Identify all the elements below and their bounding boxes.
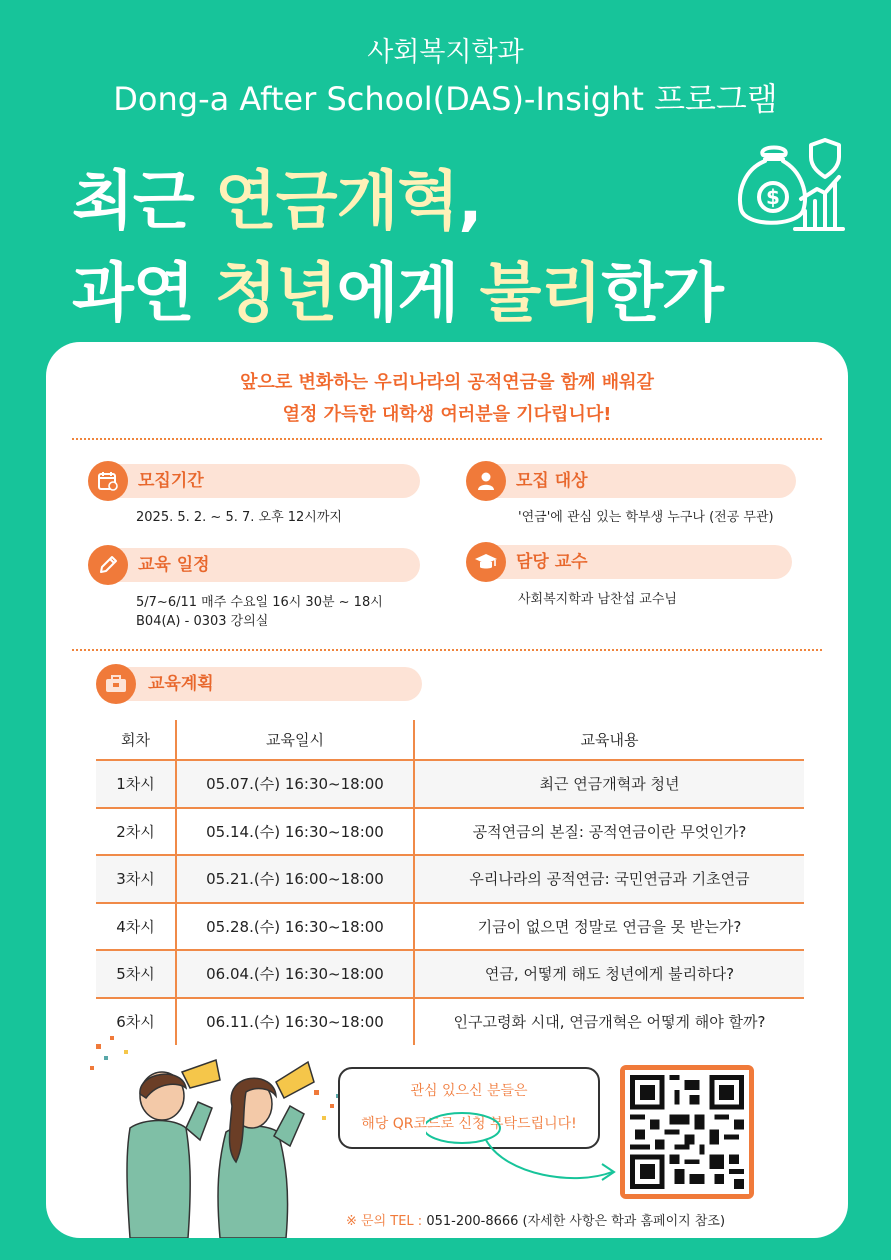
schedule-value-2: B04(A) - 0303 강의실 xyxy=(136,614,269,629)
headline-line-1 xyxy=(72,150,482,242)
divider xyxy=(72,438,822,440)
contact-note: (자세한 사항은 학과 홈페이지 참조) xyxy=(518,1214,726,1229)
plan-pill xyxy=(98,667,422,701)
topic-cell: 연금, 어떻게 해도 청년에게 불리하다? xyxy=(414,950,804,998)
professor-value: 사회복지학과 남찬섭 교수님 xyxy=(518,592,677,607)
recruit-target-label: 모집 대상 xyxy=(516,471,588,491)
contact-info xyxy=(346,1210,725,1229)
topic-cell: 우리나라의 공적연금: 국민연금과 기초연금 xyxy=(414,855,804,903)
date-cell: 05.14.(수) 16:30~18:00 xyxy=(176,808,414,856)
bubble-line-2: 해당 QR코드로 신청 부탁드립니다! xyxy=(361,1116,577,1132)
headline-highlight: 불리 xyxy=(479,257,602,331)
briefcase-icon xyxy=(96,664,136,704)
table-row xyxy=(96,950,804,998)
contact-label: ※ 문의 TEL : xyxy=(346,1214,427,1229)
headline-text: 최근 xyxy=(72,165,215,239)
schedule-value-1: 5/7~6/11 매주 수요일 16시 30분 ~ 18시 xyxy=(136,595,383,610)
person-icon xyxy=(466,461,506,501)
program-title: Dong-a After School(DAS)-Insight 프로그램 xyxy=(113,80,778,118)
professor-label: 담당 교수 xyxy=(516,552,588,572)
topic-cell: 인구고령화 시대, 연금개혁은 어떻게 해야 할까? xyxy=(414,998,804,1046)
recruit-period-label: 모집기간 xyxy=(138,471,204,491)
recruit-target-pill xyxy=(470,464,796,498)
table-row xyxy=(96,903,804,951)
intro-line-1: 앞으로 변화하는 우리나라의 공적연금을 함께 배워갈 xyxy=(240,372,654,393)
headline-text: 과연 xyxy=(72,257,215,331)
curriculum-table xyxy=(96,720,804,1045)
session-cell: 2차시 xyxy=(96,808,176,856)
qr-code-icon xyxy=(625,1070,749,1194)
session-cell: 6차시 xyxy=(116,1013,155,1032)
date-cell: 06.11.(수) 16:30~18:00 xyxy=(176,998,414,1046)
table-row xyxy=(96,808,804,856)
column-header: 회차 xyxy=(96,720,176,760)
date-cell: 05.21.(수) 16:00~18:00 xyxy=(176,855,414,903)
session-cell: 4차시 xyxy=(96,903,176,951)
recruit-period-value: 2025. 5. 2. ~ 5. 7. 오후 12시까지 xyxy=(136,510,342,525)
schedule-label: 교육 일정 xyxy=(138,555,210,575)
department-title: 사회복지학과 xyxy=(367,37,524,68)
money-bag-icon xyxy=(735,135,845,235)
headline-text: 한가 xyxy=(601,257,723,331)
bubble-line-1: 관심 있으신 분들은 xyxy=(410,1083,528,1099)
session-cell: 3차시 xyxy=(96,855,176,903)
topic-cell: 공적연금의 본질: 공적연금이란 무엇인가? xyxy=(414,808,804,856)
topic-cell: 기금이 없으면 정말로 연금을 못 받는가? xyxy=(414,903,804,951)
graduation-cap-icon xyxy=(466,542,506,582)
column-header: 교육일시 xyxy=(176,720,414,760)
calendar-icon xyxy=(88,461,128,501)
qr-code[interactable] xyxy=(620,1065,754,1199)
table-row xyxy=(96,760,804,808)
svg-text:$: $ xyxy=(766,185,780,209)
pencil-icon xyxy=(88,545,128,585)
plan-label: 교육계획 xyxy=(148,674,214,694)
table-row xyxy=(96,855,804,903)
date-cell: 05.28.(수) 16:30~18:00 xyxy=(176,903,414,951)
headline-highlight: 연금개혁 xyxy=(214,165,459,239)
recruit-target-value: '연금'에 관심 있는 학부생 누구나 (전공 무관) xyxy=(518,510,774,525)
table-header-row xyxy=(96,720,804,760)
professor-pill xyxy=(470,545,792,579)
session-cell: 1차시 xyxy=(96,760,176,808)
column-header: 교육내용 xyxy=(414,720,804,760)
date-cell: 05.07.(수) 16:30~18:00 xyxy=(176,760,414,808)
date-cell: 06.04.(수) 16:30~18:00 xyxy=(176,950,414,998)
content-card xyxy=(46,342,848,1238)
arrow-icon xyxy=(426,1112,626,1192)
session-cell: 5차시 xyxy=(96,950,176,998)
recruit-period-pill xyxy=(92,464,420,498)
intro-line-2: 열정 가득한 대학생 여러분을 기다립니다! xyxy=(282,404,612,425)
headline-highlight: 청년 xyxy=(214,257,337,331)
students-illustration xyxy=(86,1032,356,1238)
contact-phone[interactable]: 051-200-8666 xyxy=(426,1214,519,1229)
topic-cell: 최근 연금개혁과 청년 xyxy=(414,760,804,808)
divider xyxy=(72,649,822,651)
schedule-pill xyxy=(92,548,420,582)
headline-text: 에게 xyxy=(336,257,480,331)
headline-line-2 xyxy=(72,242,723,334)
headline-text: , xyxy=(458,165,482,239)
